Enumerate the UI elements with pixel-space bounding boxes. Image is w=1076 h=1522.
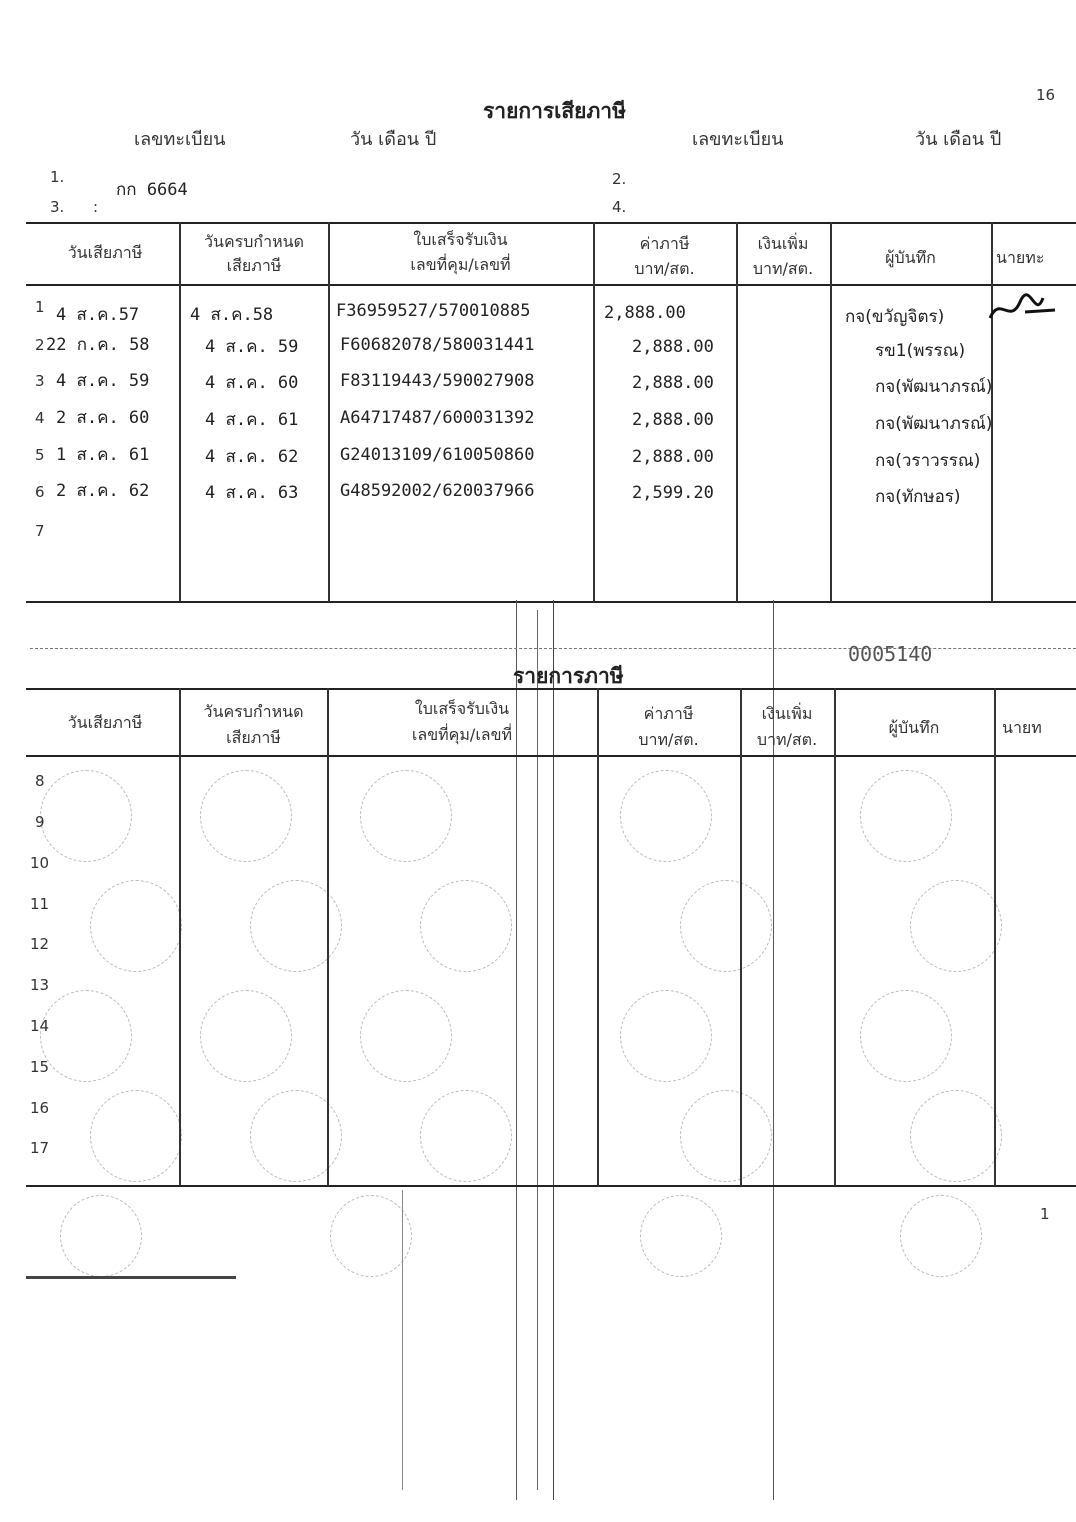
top-header-receipt-2: เลขที่คุม/เลขที่ bbox=[410, 255, 511, 274]
tax-cell: 2,888.00 bbox=[632, 410, 714, 430]
recorder-cell: รข1(พรรณ) bbox=[875, 341, 966, 361]
recorder-cell: กจ(พัฒนาภรณ์) bbox=[875, 414, 993, 434]
entry-1-value: กก 6664 bbox=[116, 180, 188, 200]
receipt-cell: A64717487/600031392 bbox=[340, 408, 535, 428]
bottom-header-tax-2: บาท/สต. bbox=[638, 730, 699, 749]
reg-label-right: เลขทะเบียน bbox=[692, 129, 784, 150]
recorder-cell: กจ(ทักษอร) bbox=[875, 487, 961, 507]
top-header-pay-date: วันเสียภาษี bbox=[67, 243, 143, 262]
bottom-header-recorder: ผู้บันทึก bbox=[888, 718, 940, 737]
bottom-col-divider bbox=[834, 688, 836, 1186]
due-date-cell: 4 ส.ค. 62 bbox=[205, 447, 299, 467]
reg-label-left: เลขทะเบียน bbox=[134, 129, 226, 150]
due-date-cell: 4 ส.ค. 60 bbox=[205, 373, 299, 393]
date-label-left: วัน เดือน ปี bbox=[350, 129, 437, 150]
bottom-table-top-border bbox=[26, 688, 1076, 690]
row-number: 12 bbox=[30, 935, 50, 953]
tax-cell: 2,888.00 bbox=[632, 337, 714, 357]
bottom-header-tax-1: ค่าภาษี bbox=[643, 704, 694, 723]
top-header-recorder: ผู้บันทึก bbox=[885, 248, 936, 267]
top-header-due-date-2: เสียภาษี bbox=[226, 256, 282, 275]
receipt-cell: G48592002/620037966 bbox=[340, 481, 535, 501]
recorder-cell: กจ(ขวัญจิตร) bbox=[845, 307, 945, 327]
due-date-cell: 4 ส.ค.58 bbox=[190, 305, 274, 325]
due-date-cell: 4 ส.ค. 63 bbox=[205, 483, 299, 503]
bottom-table-bottom-border bbox=[26, 1185, 1076, 1187]
bottom-header-receipt-2: เลขที่คุม/เลขที่ bbox=[411, 725, 513, 744]
bottom-col-divider bbox=[179, 688, 181, 1186]
row-number: 2 bbox=[35, 336, 45, 354]
pay-date-cell: 2 ส.ค. 60 bbox=[56, 408, 150, 428]
corner-mark: 1 bbox=[1040, 1205, 1050, 1223]
row-number: 13 bbox=[30, 976, 50, 994]
receipt-cell: F60682078/580031441 bbox=[340, 335, 535, 355]
row-number: 16 bbox=[30, 1099, 50, 1117]
bottom-header-due-date-2: เสียภาษี bbox=[226, 728, 281, 747]
row-number: 10 bbox=[30, 854, 50, 872]
recorder-cell: กจ(วราวรรณ) bbox=[875, 451, 981, 471]
serial-number: 0005140 bbox=[848, 642, 933, 666]
due-date-cell: 4 ส.ค. 59 bbox=[205, 337, 299, 357]
receipt-cell: F36959527/570010885 bbox=[336, 301, 531, 321]
tax-cell: 2,599.20 bbox=[632, 483, 714, 503]
entry-2-num: 2. bbox=[612, 170, 627, 188]
row-number: 6 bbox=[35, 483, 45, 501]
pay-date-cell: 4 ส.ค. 59 bbox=[56, 371, 150, 391]
top-col-divider bbox=[830, 222, 832, 602]
bottom-header-extra-2: บาท/สต. bbox=[756, 730, 818, 749]
pay-date-cell: 1 ส.ค. 61 bbox=[56, 445, 150, 465]
row-number: 1 bbox=[35, 298, 45, 316]
pay-date-cell: 22 ก.ค. 58 bbox=[46, 335, 150, 355]
top-header-due-date-1: วันครบกำหนด bbox=[204, 232, 304, 251]
top-col-divider bbox=[179, 222, 181, 602]
entry-3-num: 3. bbox=[50, 198, 65, 216]
row-number: 17 bbox=[30, 1139, 50, 1157]
entry-4-num: 4. bbox=[612, 198, 627, 216]
top-header-tax-2: บาท/สต. bbox=[634, 259, 695, 278]
top-title: รายการเสียภาษี bbox=[483, 99, 626, 123]
recorder-cell: กจ(พัฒนาภรณ์) bbox=[875, 377, 993, 397]
row-number: 5 bbox=[35, 446, 45, 464]
tax-cell: 2,888.00 bbox=[632, 373, 714, 393]
top-col-divider bbox=[328, 222, 330, 602]
bottom-header-pay-date: วันเสียภาษี bbox=[67, 713, 143, 732]
pay-date-cell: 4 ส.ค.57 bbox=[56, 305, 140, 325]
row-number: 14 bbox=[30, 1017, 50, 1035]
bottom-col-divider bbox=[740, 688, 742, 1186]
page-number: 16 bbox=[1036, 86, 1056, 104]
tax-cell: 2,888.00 bbox=[632, 447, 714, 467]
date-label-right: วัน เดือน ปี bbox=[915, 129, 1002, 150]
top-header-receipt-1: ใบเสร็จรับเงิน bbox=[413, 230, 508, 249]
due-date-cell: 4 ส.ค. 61 bbox=[205, 410, 299, 430]
bottom-col-divider bbox=[994, 688, 996, 1186]
bottom-header-extra-1: เงินเพิ่ม bbox=[761, 704, 813, 723]
top-header-extra-2: บาท/สต. bbox=[752, 259, 814, 278]
row-number: 11 bbox=[30, 895, 50, 913]
signature-scribble bbox=[985, 290, 1065, 330]
top-header-registrar: นายทะ bbox=[996, 248, 1045, 267]
bottom-table-header-border bbox=[26, 755, 1076, 757]
row-number: 7 bbox=[35, 522, 45, 540]
top-header-extra-1: เงินเพิ่ม bbox=[757, 234, 809, 253]
tax-cell: 2,888.00 bbox=[604, 303, 686, 323]
row-number: 4 bbox=[35, 409, 45, 427]
bottom-header-registrar: นายท bbox=[1002, 718, 1042, 737]
top-table-bottom-border bbox=[26, 601, 1076, 603]
row-number: 3 bbox=[35, 372, 45, 390]
top-header-tax-1: ค่าภาษี bbox=[639, 234, 690, 253]
bottom-col-divider bbox=[327, 688, 329, 1186]
receipt-cell: F83119443/590027908 bbox=[340, 371, 535, 391]
entry-1-num: 1. bbox=[50, 168, 65, 186]
top-table-top-border bbox=[26, 222, 1076, 224]
top-table-header-border bbox=[26, 284, 1076, 286]
bottom-header-receipt-1: ใบเสร็จรับเงิน bbox=[414, 699, 510, 718]
row-number: 8 bbox=[35, 772, 45, 790]
row-number: 9 bbox=[35, 813, 45, 831]
bottom-header-due-date-1: วันครบกำหนด bbox=[203, 702, 304, 721]
receipt-cell: G24013109/610050860 bbox=[340, 445, 535, 465]
bottom-col-divider bbox=[597, 688, 599, 1186]
row-number: 15 bbox=[30, 1058, 50, 1076]
entry-3-value: : bbox=[93, 198, 99, 216]
pay-date-cell: 2 ส.ค. 62 bbox=[56, 481, 150, 501]
bottom-title: รายการภาษี bbox=[513, 664, 624, 688]
